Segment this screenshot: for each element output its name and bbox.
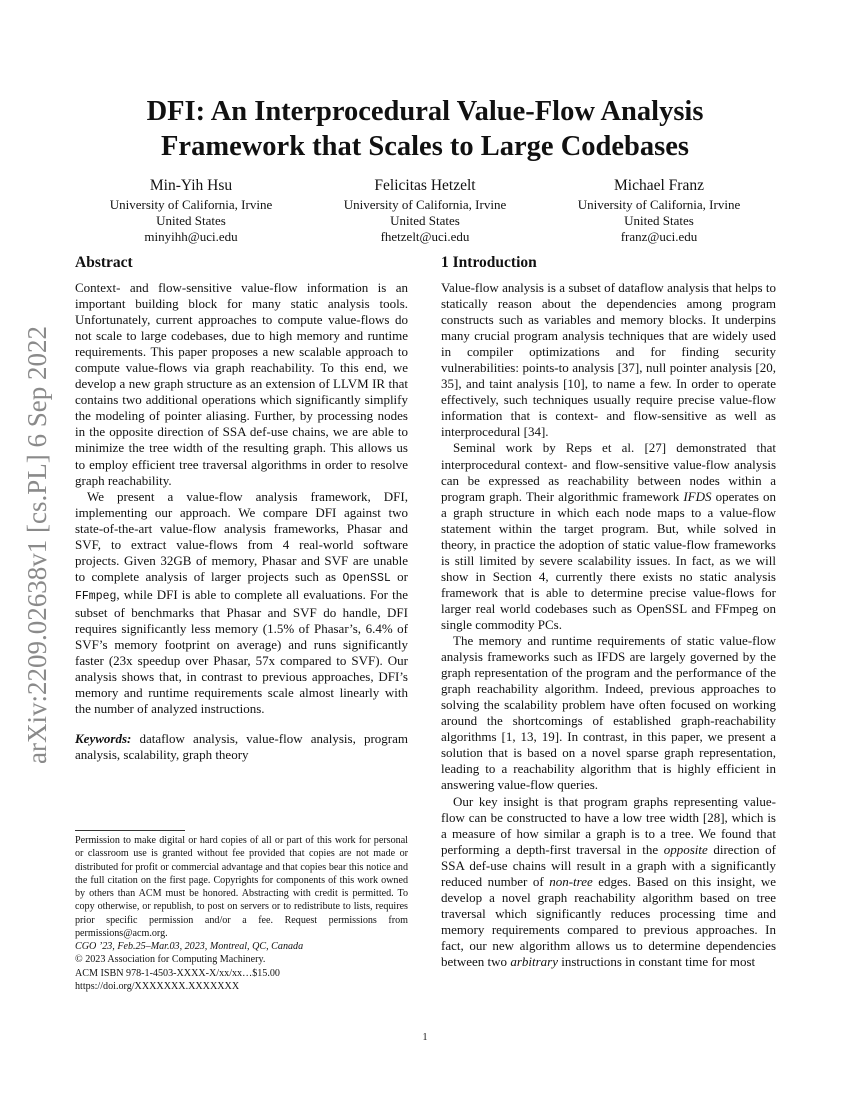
isbn-line: ACM ISBN 978-1-4503-XXXX-X/xx/xx…$15.00 [75,967,280,979]
title-line-2: Framework that Scales to Large Codebases [161,131,689,162]
footnote-rule [75,830,185,831]
author-affiliation: University of California, Irvine [343,197,507,212]
author-country: United States [156,213,226,229]
abstract-text: or [390,568,408,584]
paper-title [80,94,770,164]
code-openssl: OpenSSL [342,571,391,585]
emph-ifds: IFDS [683,488,712,504]
intro-text: Seminal work by Reps et al. [27] demonstrated that interprocedural context- and flow-sensitive value-flow analysis can be expressed as reachability between nodes within a program graph. Their algorithmic framework [441,440,776,504]
permission-notice: Permission to make digital or hard copies of all or part of this work for personal or classroom use is granted without fee provided that copies are not made or distributed for profit or commercial advantage and that copies bear this notice and the full citation on the first page. Copyrights for components of this work owned by others than ACM must be honored. Abstracting with credit is permitted. To copy otherwise, or republish, to post on servers or to redistribute to lists, requires prior specific permission and/or a fee. Request permissions from permissions@acm.org. [75,835,408,939]
author-block [75,176,775,246]
intro-text: direction of SSA def-use chains will result in a graph with a significantly reduced number of [441,841,776,889]
title-line-1: DFI: An Interprocedural Value-Flow Analysis [146,96,704,127]
intro-text: operates on a graph structure in which each node maps to a value-flow statement within the target program. But, while solved in theory, in practice the adoption of static value-flow frameworks is still limited by severe scalability issues. In fact, as we will show in Section 4, currently there exists no static analysis framework that is able to determine precise value-flows for larger real world codebases such as OpenSSL and FFmpeg on single commodity PCs. [441,488,777,632]
keywords-list: dataflow analysis, value-flow analysis, program analysis, scalability, graph theory [75,731,408,763]
abstract-text: , while DFI is able to complete all evaluations. For the subset of benchmarks that Phasar and SVF do handle, DFI requires significantly less memory (1.5% of Phasar’s, 6.4% of SVF’s memory footprint on average) and runs significantly faster (23x speedup over Phasar, 57x compared to SVF). Our analysis shows that, in contrast to previous approaches, DFI’s memory and runtime requirements scale almost linearly with the number of analyzed instructions. [75,586,408,717]
author-email: fhetzelt@uci.edu [380,229,470,245]
intro-paragraph-2 [441,440,776,633]
intro-text: instructions in constant time for most [557,953,756,969]
footnote [75,834,408,993]
author-affiliation: University of California, Irvine [577,197,741,212]
intro-paragraph-4 [441,794,776,971]
intro-text: edges. Based on this insight, we develop a novel graph reachability algorithm based on tree traversal which significantly reduces processing time and memory requirements compared to previous approaches. In fact, our new algorithm allows us to determine dependencies between two [441,873,776,969]
author-email: minyihh@uci.edu [144,229,238,245]
intro-paragraph-3: The memory and runtime requirements of static value-flow analysis frameworks such as IFDS are largely governed by the graph representation of the program and the performance of the graph reachability algorithm. Indeed, previous approaches to solving the scalability problem have often focused on working around the shortcomings of established graph-reachability algorithms [1, 13, 19]. In contrast, in this paper, we present a solution that is based on a novel sparse graph representation, leading to a reachability algorithm that is highly efficient in answering value-flow queries. [441,633,776,793]
keywords-label: Keywords: [75,731,132,747]
page-number: 1 [422,1032,428,1043]
keywords [75,731,408,763]
author-3 [543,176,775,246]
emph-non-tree: non-tree [549,873,593,889]
venue-line: CGO ’23, Feb.25–Mar.03, 2023, Montreal, QC, Canada [75,941,304,952]
arxiv-identifier: arXiv:2209.02638v1 [cs.PL] 6 Sep 2022 [22,326,52,764]
author-affiliation: University of California, Irvine [109,197,273,212]
intro-text: Our key insight is that program graphs representing value-flow can be constructed to have a low tree width [28], which is a measure of how similar a graph is to a tree. We found that performing a depth-first traversal in the [441,793,776,857]
introduction-heading: 1 Introduction [441,254,537,271]
intro-paragraph-1: Value-flow analysis is a subset of dataflow analysis that helps to statically reason about the dependencies among program constructs such as variables and memory blocks. It underpins many crucial program analysis techniques that are widely used in compiler optimizations and for finding security vulnerabilities: points-to analysis [37], null pointer analysis [20, 35], and taint analysis [10], to name a few. In order to operate effectively, such techniques usually require precise value-flow information that is context- and flow-sensitive as well as interprocedural [34]. [441,280,776,440]
doi-link[interactable]: https://doi.org/XXXXXXX.XXXXXXX [75,980,240,992]
author-name: Michael Franz [614,177,704,194]
author-country: United States [390,213,460,229]
author-2 [309,176,541,246]
code-ffmpeg: FFmpeg [75,589,117,603]
author-name: Min-Yih Hsu [149,177,233,194]
abstract-heading: Abstract [75,254,133,271]
author-name: Felicitas Hetzelt [374,177,476,194]
copyright-line: © 2023 Association for Computing Machinery. [75,954,266,966]
abstract-paragraph-1: Context- and flow-sensitive value-flow information is an important building block for many static analysis tools. Unfortunately, current approaches to compute value-flows do not scale to large codebases, due to high memory and runtime requirements. This paper proposes a new scalable approach to compute value-flows via graph reachability. To this end, we develop a new graph structure as an extension of LLVM IR that contains two additional operations which significantly simplify the modeling of pointer aliasing. Further, by processing nodes in the opposite direction of SSA def-use chains, we are able to minimize the tree width of the resulting graph. This allows us to employ efficient tree traversal algorithms in order to resolve graph reachability. [75,280,408,488]
abstract-paragraph-2 [75,489,408,718]
author-1 [75,176,307,246]
emph-arbitrary: arbitrary [510,953,558,969]
author-email: franz@uci.edu [620,229,698,245]
abstract-text: We present a value-flow analysis framework, DFI, implementing our approach. We compare DFI against two state-of-the-art value-flow analysis frameworks, Phasar and SVF, to extract value-flows from 4 real-world software projects. Given 32GB of memory, Phasar and SVF are unable to complete analysis of larger projects such as [75,488,408,584]
left-column [75,252,408,763]
author-country: United States [624,213,694,229]
emph-opposite: opposite [663,841,708,857]
right-column [441,252,776,970]
